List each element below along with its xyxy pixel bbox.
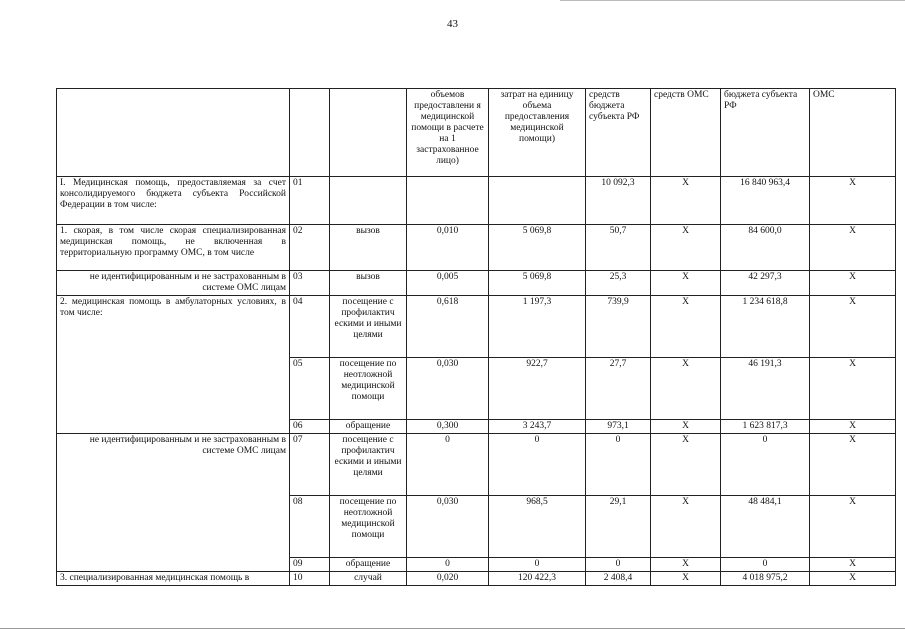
row-subject-budget: 42 297,3 — [721, 271, 810, 296]
row-num: 07 — [290, 434, 330, 496]
row-oms: X — [810, 358, 896, 420]
header-col-oms-funds: средств ОМС — [651, 89, 721, 177]
row-subject-budget: 1 234 618,8 — [721, 296, 810, 358]
row-subject-budget: 84 600,0 — [721, 225, 810, 271]
row-oms-funds: X — [651, 358, 721, 420]
row-oms: X — [810, 177, 896, 225]
row-cost: 0 — [489, 558, 586, 572]
row-label: I. Медицинская помощь, предоставляемая за счет консолидируемого бюджета субъекта Российской Федерации в том числе: — [57, 177, 290, 225]
table-row — [57, 434, 896, 496]
row-num: 04 — [290, 296, 330, 358]
row-subject-funds: 25,3 — [586, 271, 651, 296]
row-volume: 0,030 — [407, 496, 489, 558]
row-label: 1. скорая, в том числе скорая специализированная медицинская помощь, не включенная в территориальную программу ОМС, в том числе — [57, 225, 290, 271]
row-num: 06 — [290, 420, 330, 434]
row-num: 02 — [290, 225, 330, 271]
row-oms: X — [810, 296, 896, 358]
row-oms-funds: X — [651, 496, 721, 558]
row-cost: 968,5 — [489, 496, 586, 558]
row-label: 3. специализированная медицинская помощь в — [57, 572, 290, 586]
row-subject-budget: 1 623 817,3 — [721, 420, 810, 434]
row-num: 01 — [290, 177, 330, 225]
row-unit: посещение с профилактич ескими и иными целями — [330, 434, 407, 496]
header-col-oms: ОМС — [810, 89, 896, 177]
header-cell-unit — [330, 89, 407, 177]
row-label: 2. медицинская помощь в амбулаторных условиях, в том числе: — [57, 296, 290, 434]
row-num: 05 — [290, 358, 330, 420]
row-volume: 0 — [407, 558, 489, 572]
row-subject-funds: 50,7 — [586, 225, 651, 271]
row-oms: X — [810, 558, 896, 572]
row-oms-funds: X — [651, 558, 721, 572]
row-cost: 3 243,7 — [489, 420, 586, 434]
header-row — [57, 89, 896, 177]
row-subject-budget: 0 — [721, 558, 810, 572]
row-subject-funds: 10 092,3 — [586, 177, 651, 225]
row-unit: посещение с профилактич ескими и иными целями — [330, 296, 407, 358]
row-unit: вызов — [330, 225, 407, 271]
row-volume: 0,020 — [407, 572, 489, 586]
row-unit: посещение по неотложной медицинской помощи — [330, 496, 407, 558]
table-row — [57, 177, 896, 225]
row-subject-funds: 739,9 — [586, 296, 651, 358]
header-col-cost: затрат на единицу объема предоставления медицинской помощи) — [489, 89, 586, 177]
row-oms-funds: X — [651, 296, 721, 358]
row-volume: 0,300 — [407, 420, 489, 434]
row-oms: X — [810, 434, 896, 496]
header-cell-num — [290, 89, 330, 177]
oms-table — [56, 88, 896, 586]
header-cell-label — [57, 89, 290, 177]
header-col-subject-budget: бюджета субъекта РФ — [721, 89, 810, 177]
table-row — [57, 271, 896, 296]
row-subject-funds: 0 — [586, 434, 651, 496]
row-subject-budget: 16 840 963,4 — [721, 177, 810, 225]
row-oms-funds: X — [651, 177, 721, 225]
row-unit — [330, 177, 407, 225]
row-cost: 922,7 — [489, 358, 586, 420]
header-col-volume: объемов предоставлени я медицинской помощи в расчете на 1 застрахованное лицо) — [407, 89, 489, 177]
row-subject-funds: 973,1 — [586, 420, 651, 434]
row-oms-funds: X — [651, 271, 721, 296]
row-num: 10 — [290, 572, 330, 586]
scan-bottom-border — [0, 628, 905, 629]
row-subject-funds: 0 — [586, 558, 651, 572]
page-number: 43 — [447, 18, 458, 30]
row-volume — [407, 177, 489, 225]
row-volume: 0,010 — [407, 225, 489, 271]
row-unit: посещение по неотложной медицинской помощи — [330, 358, 407, 420]
row-oms: X — [810, 225, 896, 271]
table-row — [57, 296, 896, 358]
row-num: 08 — [290, 496, 330, 558]
row-cost — [489, 177, 586, 225]
header-col-subject-funds: средств бюджета субъекта РФ — [586, 89, 651, 177]
row-subject-funds: 29,1 — [586, 496, 651, 558]
row-volume: 0,005 — [407, 271, 489, 296]
row-unit: обращение — [330, 420, 407, 434]
row-oms-funds: X — [651, 572, 721, 586]
row-label: не идентифицированным и не застрахованным в системе ОМС лицам — [57, 271, 290, 296]
row-cost: 5 069,8 — [489, 225, 586, 271]
row-label: не идентифицированным и не застрахованным в системе ОМС лицам — [57, 434, 290, 572]
row-oms-funds: X — [651, 434, 721, 496]
row-subject-budget: 46 191,3 — [721, 358, 810, 420]
row-subject-budget: 4 018 975,2 — [721, 572, 810, 586]
row-oms-funds: X — [651, 225, 721, 271]
row-oms-funds: X — [651, 420, 721, 434]
row-oms: X — [810, 572, 896, 586]
row-subject-budget: 48 484,1 — [721, 496, 810, 558]
row-cost: 120 422,3 — [489, 572, 586, 586]
table-row — [57, 572, 896, 586]
scan-top-border — [560, 0, 905, 1]
row-subject-funds: 27,7 — [586, 358, 651, 420]
table-row — [57, 225, 896, 271]
row-unit: вызов — [330, 271, 407, 296]
row-num: 03 — [290, 271, 330, 296]
row-num: 09 — [290, 558, 330, 572]
row-unit: обращение — [330, 558, 407, 572]
row-volume: 0,030 — [407, 358, 489, 420]
row-oms: X — [810, 420, 896, 434]
row-cost: 0 — [489, 434, 586, 496]
row-cost: 5 069,8 — [489, 271, 586, 296]
row-cost: 1 197,3 — [489, 296, 586, 358]
row-oms: X — [810, 496, 896, 558]
row-volume: 0 — [407, 434, 489, 496]
row-unit: случай — [330, 572, 407, 586]
row-oms: X — [810, 271, 896, 296]
row-subject-budget: 0 — [721, 434, 810, 496]
row-subject-funds: 2 408,4 — [586, 572, 651, 586]
row-volume: 0,618 — [407, 296, 489, 358]
